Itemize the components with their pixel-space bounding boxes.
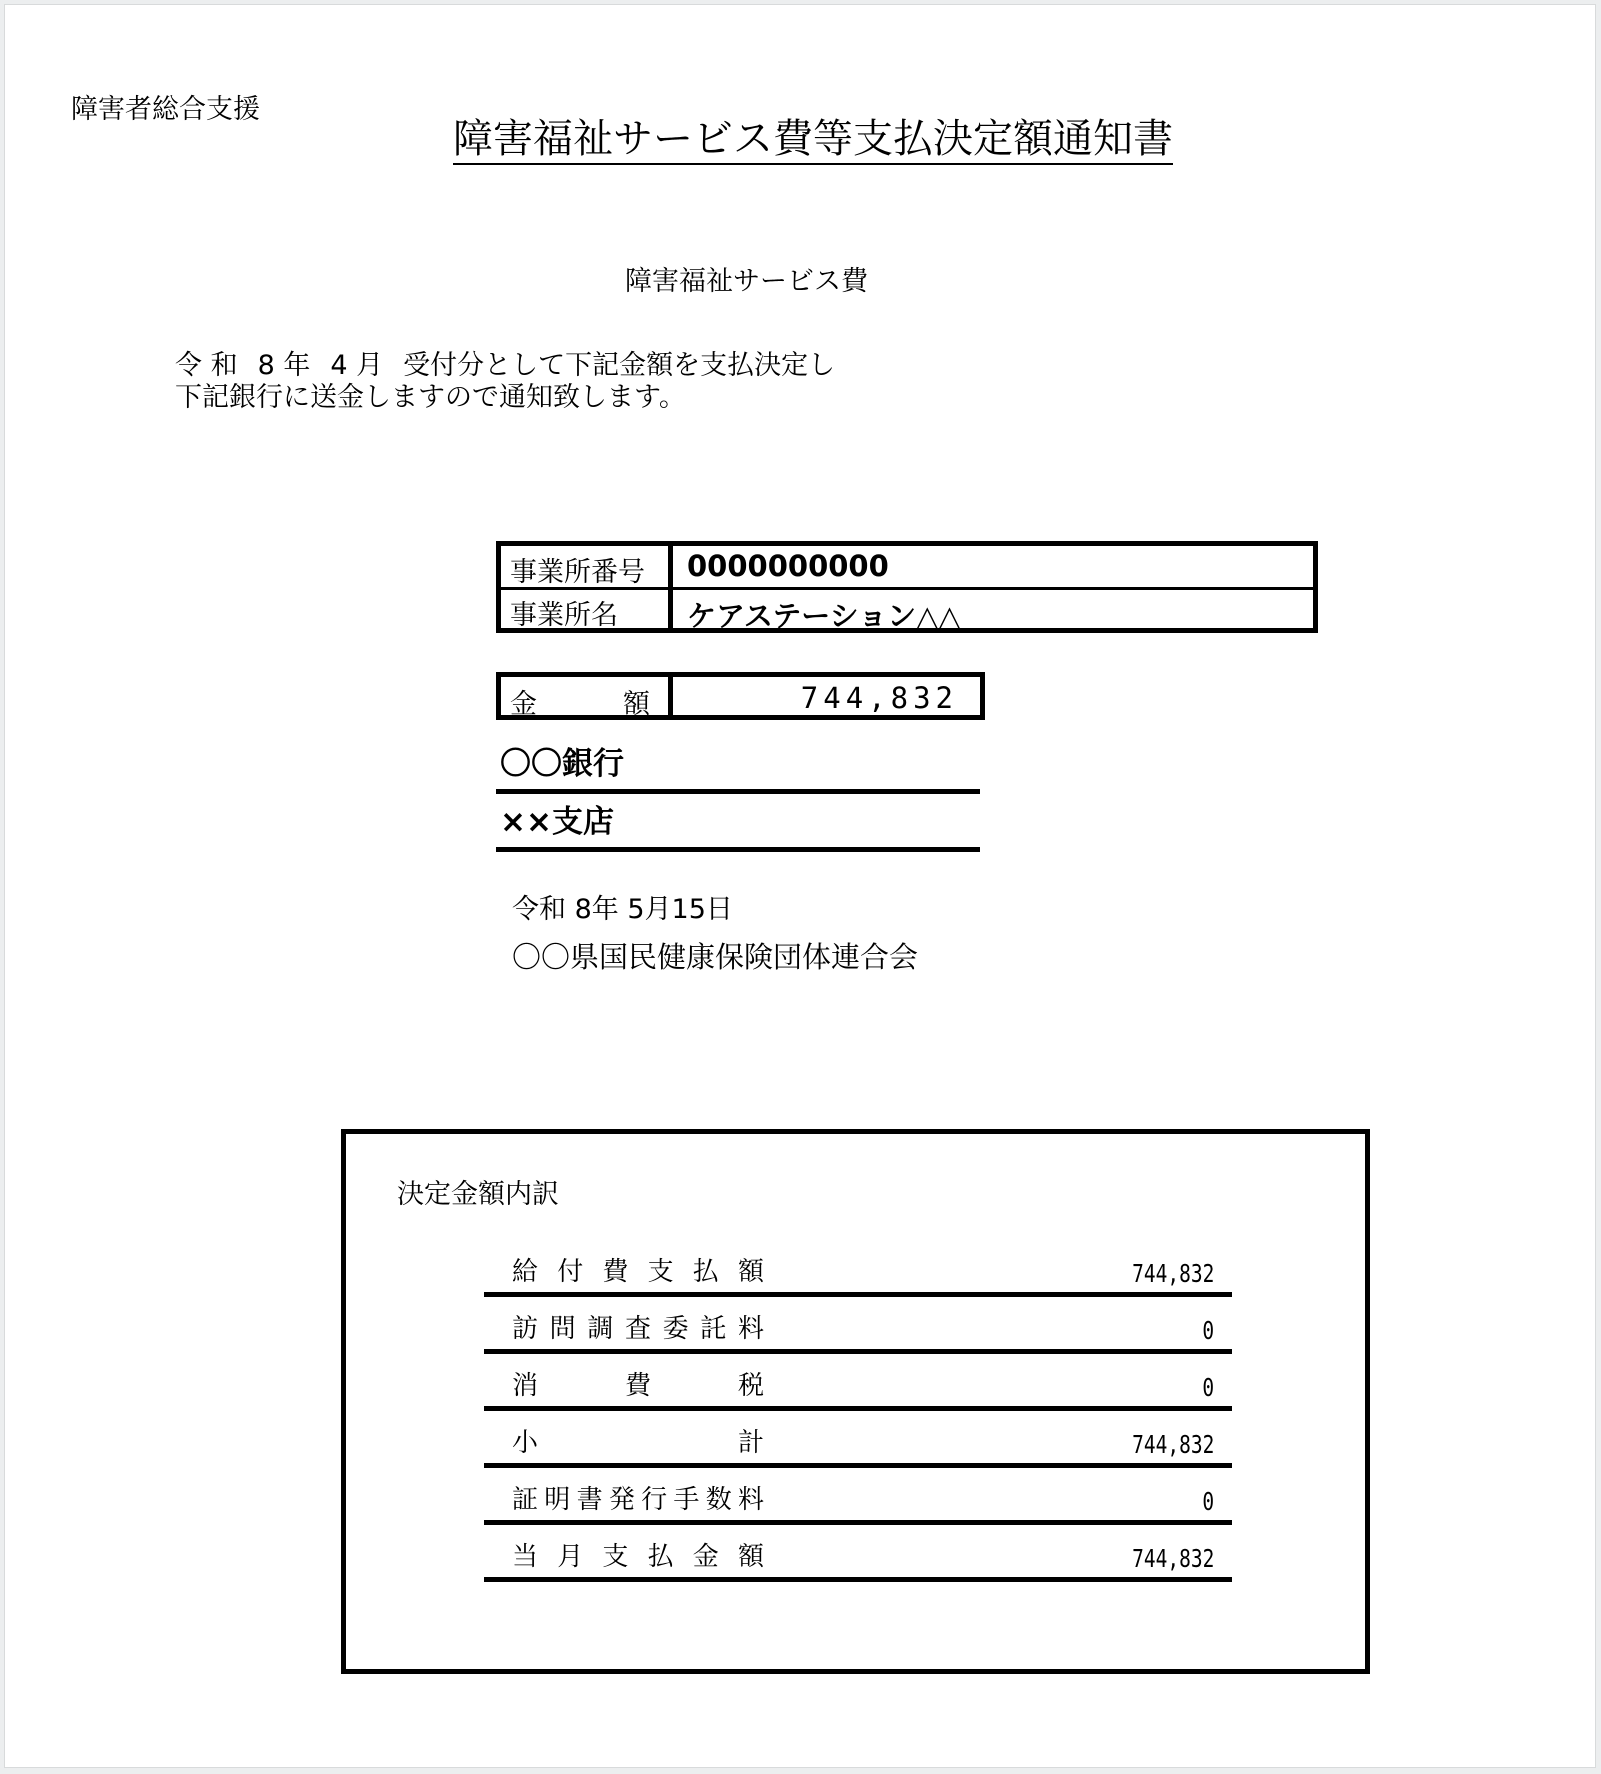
bank-branch-line bbox=[496, 801, 980, 852]
notice-line-1-rest: 受付分として下記金額を支払決定し bbox=[403, 350, 836, 381]
office-number-row bbox=[501, 546, 1313, 590]
breakdown-title: 決定金額内訳 bbox=[397, 1179, 559, 1210]
notice-text bbox=[175, 350, 835, 414]
office-name-label: 事業所名 bbox=[510, 600, 618, 631]
service-type: 障害福祉サービス費 bbox=[625, 266, 868, 297]
amount-value: 744,832 bbox=[800, 681, 958, 715]
office-number-value: 0000000000 bbox=[687, 549, 889, 583]
office-number-label: 事業所番号 bbox=[510, 557, 645, 588]
office-name-row bbox=[501, 590, 1313, 633]
breakdown-label: 証 明 書 発 行 手 数 料 bbox=[512, 1485, 764, 1515]
breakdown-row-subtotal bbox=[484, 1411, 1232, 1468]
breakdown-label: 訪 問 調 査 委 託 料 bbox=[512, 1314, 764, 1344]
document-page bbox=[4, 4, 1596, 1768]
bank-branch: ××支店 bbox=[500, 804, 614, 840]
amount-box bbox=[496, 672, 985, 720]
breakdown-row-certificate-fee bbox=[484, 1468, 1232, 1525]
breakdown-row-monthly-total bbox=[484, 1525, 1232, 1582]
bank-name: 〇〇銀行 bbox=[500, 746, 624, 782]
office-info-box bbox=[496, 541, 1318, 633]
breakdown-value: 0 bbox=[1202, 1316, 1214, 1345]
breakdown-row-tax bbox=[484, 1354, 1232, 1411]
breakdown-value: 744,832 bbox=[1131, 1430, 1214, 1459]
issue-date: 令和 8年 5月15日 bbox=[512, 894, 733, 925]
breakdown-label: 当 月 支 払 金 額 bbox=[512, 1542, 764, 1572]
bank-name-line bbox=[496, 739, 980, 794]
breakdown-value: 744,832 bbox=[1131, 1544, 1214, 1573]
notice-year: 8 年 bbox=[257, 350, 311, 381]
notice-era: 令 和 bbox=[175, 350, 238, 381]
notice-month: 4 月 bbox=[330, 350, 384, 381]
breakdown-row-benefit bbox=[484, 1240, 1232, 1297]
breakdown-value: 0 bbox=[1202, 1487, 1214, 1516]
document-title: 障害福祉サービス費等支払決定額通知書 bbox=[453, 117, 1173, 165]
breakdown-value: 744,832 bbox=[1131, 1259, 1214, 1288]
breakdown-label: 小 計 bbox=[512, 1428, 764, 1458]
category-label: 障害者総合支援 bbox=[71, 94, 260, 125]
office-box-divider bbox=[668, 546, 673, 628]
issuer-name: 〇〇県国民健康保険団体連合会 bbox=[512, 940, 919, 974]
breakdown-row-survey-fee bbox=[484, 1297, 1232, 1354]
notice-line-1 bbox=[175, 350, 835, 382]
breakdown-label: 消 費 税 bbox=[512, 1371, 764, 1401]
amount-label: 金 額 bbox=[510, 689, 650, 720]
breakdown-box bbox=[341, 1129, 1370, 1674]
office-name-value: ケアステーション△△ bbox=[687, 599, 961, 633]
breakdown-value: 0 bbox=[1202, 1373, 1214, 1402]
amount-box-divider bbox=[668, 677, 673, 715]
breakdown-label: 給 付 費 支 払 額 bbox=[512, 1257, 764, 1287]
notice-line-2: 下記銀行に送金しますので通知致します。 bbox=[175, 382, 686, 413]
